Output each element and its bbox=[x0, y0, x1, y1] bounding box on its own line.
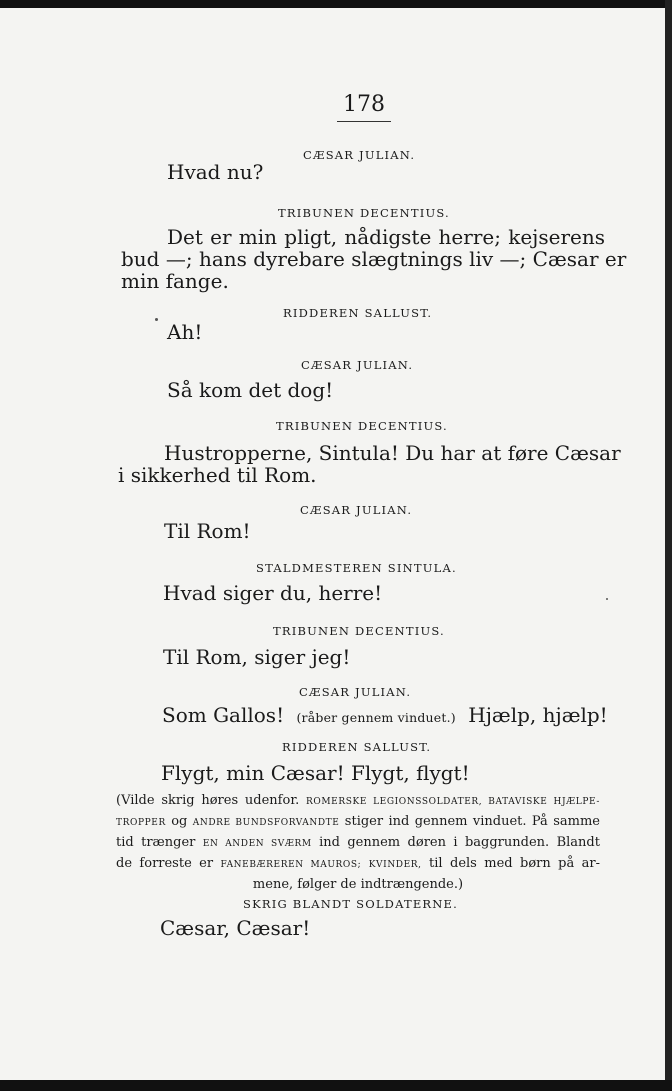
speaker-label: SKRIG BLANDT SOLDATERNE. bbox=[243, 897, 458, 911]
stage-smallcaps: TROPPER bbox=[116, 818, 166, 828]
speaker-label: RIDDEREN SALLUST. bbox=[283, 306, 433, 320]
scan-speck bbox=[155, 318, 158, 321]
dialogue-line: i sikkerhed til Rom. bbox=[118, 463, 317, 487]
dialogue-line: Ah! bbox=[167, 320, 203, 344]
dialogue-line: min fange. bbox=[121, 269, 229, 293]
dialogue-line: Hvad siger du, herre! bbox=[163, 581, 383, 605]
speaker-label: CÆSAR JULIAN. bbox=[301, 358, 414, 372]
dialogue-line: Så kom det dog! bbox=[167, 378, 334, 402]
stage-line bbox=[116, 812, 600, 833]
stage-line bbox=[116, 833, 600, 854]
dialogue-paragraph bbox=[121, 225, 627, 293]
stage-line bbox=[116, 854, 600, 875]
page-number-rule bbox=[337, 121, 391, 122]
stage-smallcaps: ANDRE BUNDSFORVANDTE bbox=[192, 818, 340, 828]
stage-smallcaps: EN ANDEN SVÆRM bbox=[202, 839, 312, 849]
page-number: 178 bbox=[343, 92, 385, 117]
stage-smallcaps: FANEBÆREREN MAUROS; bbox=[220, 860, 362, 870]
speaker-label: TRIBUNEN DECENTIUS. bbox=[278, 206, 450, 220]
dialogue-text: Som Gallos! bbox=[162, 703, 285, 727]
speaker-label: RIDDEREN SALLUST. bbox=[282, 740, 432, 754]
scan-border-top bbox=[0, 0, 672, 8]
dialogue-line: Det er min pligt, nådigste herre; kejserens bbox=[167, 225, 605, 249]
stage-smallcaps: ROMERSKE LEGIONSSOLDATER, BATAVISKE HJÆLPE- bbox=[306, 797, 600, 807]
dialogue-line bbox=[162, 703, 608, 727]
stage-line: mene, følger de indtrængende.) bbox=[252, 877, 464, 892]
stage-text: tid trænger bbox=[116, 835, 196, 850]
dialogue-line: Til Rom, siger jeg! bbox=[163, 645, 351, 669]
dialogue-line: Cæsar, Cæsar! bbox=[160, 916, 311, 940]
dialogue-line: Hustropperne, Sintula! Du har at føre Cæsar bbox=[164, 441, 621, 465]
stage-text: til dels med børn på ar- bbox=[429, 856, 600, 871]
stage-text: de forreste er bbox=[116, 856, 214, 871]
stage-direction bbox=[116, 791, 600, 894]
stage-text: stiger ind gennem vinduet. På samme bbox=[344, 814, 600, 829]
speaker-label: TRIBUNEN DECENTIUS. bbox=[276, 419, 448, 433]
speaker-label: CÆSAR JULIAN. bbox=[299, 685, 412, 699]
stage-text: ind gennem døren i baggrunden. Blandt bbox=[319, 835, 600, 850]
dialogue-line: Hvad nu? bbox=[167, 160, 264, 184]
dialogue-line: Til Rom! bbox=[164, 519, 251, 543]
dialogue-line: Flygt, min Cæsar! Flygt, flygt! bbox=[161, 761, 470, 785]
dialogue-text: Hjælp, hjælp! bbox=[468, 703, 608, 727]
speaker-label: TRIBUNEN DECENTIUS. bbox=[273, 624, 445, 638]
stage-text: og bbox=[171, 814, 188, 829]
speaker-label: CÆSAR JULIAN. bbox=[300, 503, 413, 517]
scan-border-bottom bbox=[0, 1080, 672, 1091]
stage-text: (Vilde skrig høres udenfor. bbox=[116, 793, 300, 808]
dialogue-line: bud —; hans dyrebare slægtnings liv —; Cæsar er bbox=[121, 247, 627, 271]
stage-aside: (råber gennem vinduet.) bbox=[296, 710, 456, 725]
scan-border-right bbox=[665, 0, 672, 1091]
speaker-label: STALDMESTEREN SINTULA. bbox=[256, 561, 457, 575]
speaker-label: CÆSAR JULIAN. bbox=[303, 148, 416, 162]
stage-line bbox=[116, 791, 600, 812]
scan-speck bbox=[606, 598, 608, 600]
stage-smallcaps: KVINDER, bbox=[368, 860, 422, 870]
dialogue-paragraph bbox=[118, 441, 621, 487]
